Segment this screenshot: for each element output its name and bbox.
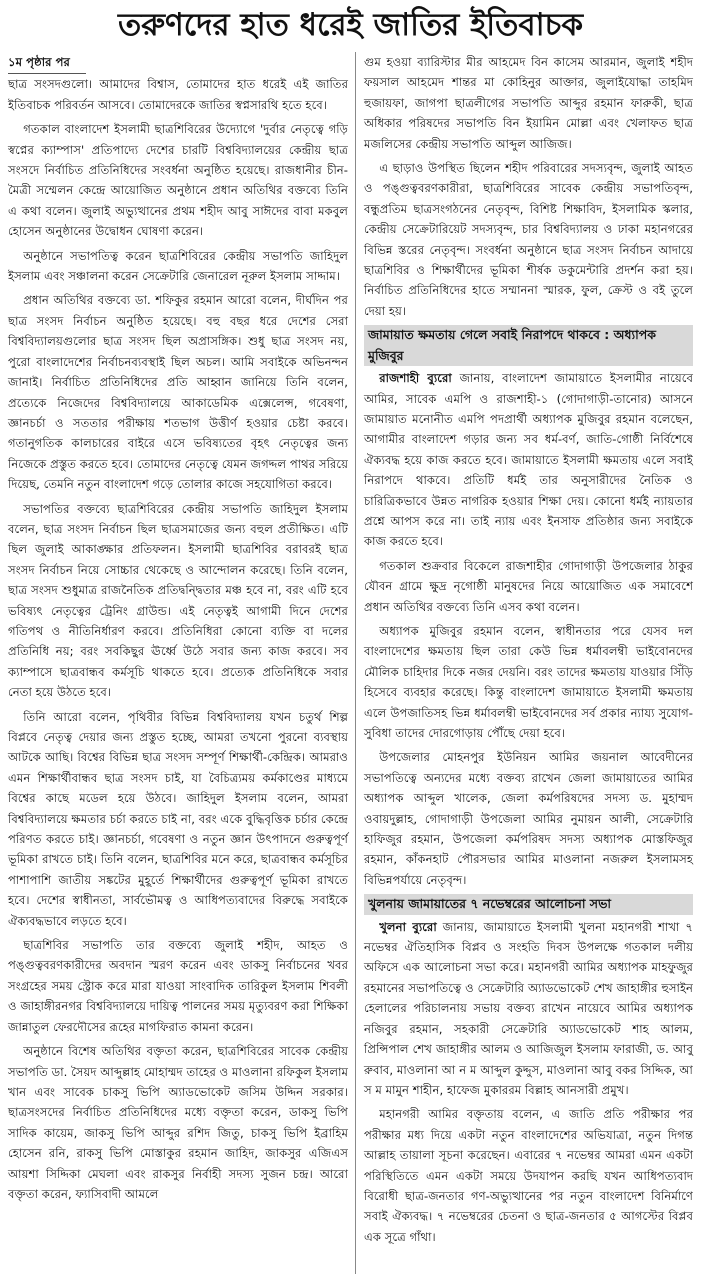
right-column (356, 52, 695, 1274)
paragraph: প্রধান অতিথির বক্তব্যে ডা. শফিকুর রহমান আরো বলেন, দীর্ঘদিন পর ছাত্র সংসদ নির্বাচন অনুষ্ঠিত হয়েছে। বহু বছর ধরে দেশের সেরা বিশ্ববিদ্যালয়গুলোর ছাত্র সংসদ ছিল অপ্রাসঙ্গিক। শুধু ছাত্র সংসদ নয়, পুরো বাংলাদেশের নির্বাচনব্যবস্থাই ছিল অচল। আমি সবাইকে অভিনন্দন জানাই। নির্বাচিত প্রতিনিধিদের প্রতি আহ্বান জানিয়ে তিনি বলেন, প্রত্যেকে নিজেদের বিশ্ববিদ্যালয়ে আকাডেমিক এক্সেলেন্স, গবেষণা, জ্ঞানচর্চা ও সততার পরীক্ষায় শতভাগ উত্তীর্ণ হওয়ার চেষ্টা করবে। গতানুগতিক কালচারের বাইরে এসে ভবিষ্যতের বৃহৎ নেতৃত্বের জন্য নিজেকে প্রস্তুত করতে হবে। তোমাদের নেতৃত্বে যেমন জগদ্দল পাথর সরিয়ে দিয়েছ, তেমনি নতুন বাংলাদেশ গড়ে তোলার কাজে সহযোগিতা করবে। (8, 293, 348, 492)
paragraph: অধ্যাপক মুজিবুর রহমান বলেন, স্বাধীনতার পরে যেসব দল বাংলাদেশের ক্ষমতায় ছিল তারা কেউ ভিন্ন ধর্মাবলম্বী ভাইবোনদের মৌলিক চাহিদার দিকে নজর দেয়নি। বরং তাদের ক্ষমতায় যাওয়ার সিঁড়ি হিসেবে ব্যবহার করেছে। কিন্তু বাংলাদেশ জামায়াতে ইসলামী ক্ষমতায় এলে উপজাতিসহ ভিন্ন ধর্মাবলম্বী ভাইবোনদের সর্ব প্রকার ন্যায্য সুযোগ-সুবিধা তাদের দোরগোড়ায় পৌঁছে দেয়া হবে। (364, 623, 693, 740)
paragraph: অনুষ্ঠানে সভাপতিত্ব করেন ছাত্রশিবিরের কেন্দ্রীয় সভাপতি জাহিদুল ইসলাম এবং সঞ্চালনা করেন সেক্রেটারি জেনারেল নূরুল ইসলাম সাদ্দাম। (8, 248, 348, 284)
subheading-rajshahi: জামায়াত ক্ষমতায় গেলে সবাই নিরাপদে থাকবে : অধ্যাপক মুজিবুর (364, 325, 693, 366)
paragraph: এ ছাড়াও উপস্থিত ছিলেন শহীদ পরিবারের সদস্যবৃন্দ, জুলাই আহত ও পঙ্গুত্ববরণকারীরা, ছাত্রশিবিরের সাবেক কেন্দ্রীয় সভাপতিবৃন্দ, বন্ধুপ্রতিম ছাত্রসংগঠনের নেতৃবৃন্দ, বিশিষ্ট শিক্ষাবিদ, ইসলামিক স্কলার, কেন্দ্রীয় সেক্রেটারিয়েট সদস্যবৃন্দ, চার বিশ্ববিদ্যালয় ও ঢাকা মহানগরের বিভিন্ন স্তরের নেতৃবৃন্দ। সংবর্ধনা অনুষ্ঠানে ছাত্র সংসদ নির্বাচন আদায়ে ছাত্রশিবির ও শিক্ষার্থীদের ভূমিকা শীর্ষক ডকুমেন্টারি প্রদর্শন করা হয়। নির্বাচিত প্রতিনিধিদের হাতে সম্মাননা স্মারক, ফুল, ক্রেস্ট ও বই তুলে দেয়া হয়। (364, 161, 693, 318)
headline: তরুণদের হাত ধরেই জাতির ইতিবাচক (117, 7, 584, 43)
article-columns (6, 52, 695, 1274)
paragraph: ছাত্রশিবির সভাপতি তার বক্তব্যে জুলাই শহীদ, আহত ও পঙ্গুত্ববরণকারীদের অবদান স্মরণ করেন এবং ডাকসু নির্বাচনের খবর সংগ্রহের সময় স্ট্রোক করে মারা যাওয়া সাংবাদিক তারিকুল ইসলাম শিবলী ও জাহাঙ্গীরনগর বিশ্ববিদ্যালয়ে দায়িত্ব পালনের সময় মৃত্যুবরণ করা শিক্ষিকা জান্নাতুল ফেরদৌসের রূহের মাগফিরাত কামনা করেন। (8, 938, 348, 1034)
left-column (6, 52, 356, 1274)
paragraph: সভাপতির বক্তব্যে ছাত্রশিবিরের কেন্দ্রীয় সভাপতি জাহিদুল ইসলাম বলেন, ছাত্র সংসদ নির্বাচন ছিল ছাত্রসমাজের জন্য বহুল প্রতীক্ষিত। এটি ছিল জুলাই আকাঙ্ক্ষার প্রতিফলন। ইসলামী ছাত্রশিবির বরাবরই ছাত্র সংসদ নির্বাচন নিয়ে সোচ্চার থেকেছে ও আন্দোলন করেছে। তিনি বলেন, ছাত্র সংসদ শুধুমাত্র রাজনৈতিক প্রতিদ্বন্দ্বিতার মঞ্চ হবে না, বরং এটি হবে ভবিষ্যৎ নেতৃত্বের ট্রেনিং গ্রাউন্ড। এই নেতৃত্বই আগামী দিনে দেশের গতিপথ ও নীতিনির্ধারণ করবে। প্রতিনিধিরা কোনো ব্যক্তি বা দলের প্রতিনিধি নয়; বরং সবকিছুর ঊর্ধ্বে উঠে সবার জন্য কাজ করবে। সব ক্যাম্পাসে ছাত্রবান্ধব কর্মসূচি থাকতে হবে। প্রত্যেক প্রতিনিধিকে সবার নেতা হয়ে উঠতে হবে। (8, 501, 348, 700)
paragraph: উপজেলার মোহনপুর ইউনিয়ন আমির জয়নাল আবেদীনের সভাপতিত্বে অন্যদের মধ্যে বক্তব্য রাখেন জেলা জামায়াতের আমির অধ্যাপক আব্দুল খালেক, জেলা কর্মপরিষদের সদস্য ড. মুহাম্মদ ওবায়দুল্লাহ, গোদাগাড়ী উপজেলা আমির নুমায়ন আলী, সেক্রেটারি হাফিজুর রহমান, উপজেলা কর্মপরিষদ সদস্য অধ্যাপক মোস্তফিজুর রহমান, কাঁকনহাট পৌরসভার আমির মাওলানা নজরুল ইসলামসহ বিভিন্নপর্যায়ে নেতৃবৃন্দ। (364, 750, 693, 887)
paragraph: মহানগরী আমির বক্তৃতায় বলেন, এ জাতি প্রতি পরীক্ষার পর পরীক্ষার মধ্য দিয়ে একটা নতুন বাংলাদেশের অভিযাত্রা, নতুন দিগন্ত আল্লাহ তায়ালা সূচনা করেছেন। এবারের ৭ নভেম্বর আমরা এমন একটা পরিস্থিতিতে এমন একটা সময়ে উদযাপন করছি যখন আধিপত্যবাদ বিরোধী ছাত্র-জনতার গণ-অভ্যুত্থানের পর নতুন বাংলাদেশ বিনির্মাণে সবাই ঐক্যবদ্ধ। ৭ নভেম্বরের চেতনা ও ছাত্র-জনতার ৫ আগস্টের বিপ্লব এক সূত্রে গাঁথা। (364, 1107, 693, 1244)
paragraph: তিনি আরো বলেন, পৃথিবীর বিভিন্ন বিশ্ববিদ্যালয় যখন চতুর্থ শিল্প বিপ্লবে নেতৃত্ব দেয়ার জন্য প্রস্তুত হচ্ছে, আমরা তখনো পুরনো ব্যবস্থায় আটকে আছি। বিশ্বের বিভিন্ন ছাত্র সংসদ সম্পূর্ণ শিক্ষার্থী-কেন্দ্রিক। আমরাও এমন শিক্ষার্থীবান্ধব ছাত্র সংসদ চাই, যা বৈচিত্র্যময় কর্মকাণ্ডের মাধ্যমে বিশ্বের কাছে মডেল হয়ে উঠবে। জাহিদুল ইসলাম বলেন, আমরা বিশ্ববিদ্যালয়ে ক্ষমতার চর্চা করতে চাই না, বরং একে বুদ্ধিবৃত্তিক চর্চার কেন্দ্রে পরিণত করতে চাই। জ্ঞানচর্চা, গবেষণা ও নতুন জ্ঞান উৎপাদনে গুরুত্বপূর্ণ ভূমিকা রাখতে চাই। তিনি বলেন, ছাত্রশিবির মনে করে, ছাত্রবান্ধব কর্মসূচির পাশাপাশি জাতীয় সঙ্কটের মুহূর্তে শিক্ষার্থীদের গুরুত্বপূর্ণ ভূমিকা রাখতে হবে। দেশের স্বাধীনতা, সার্বভৌমত্ব ও আধিপত্যবাদের বিরুদ্ধে সবাইকে ঐক্যবদ্ধভাবে লড়তে হবে। (8, 709, 348, 928)
dateline-paragraph (364, 917, 693, 1101)
paragraph-text: জানায়, জামায়াতে ইসলামী খুলনা মহানগরী শাখা ৭ নভেম্বর ঐতিহাসিক বিপ্লব ও সংহতি দিবস উপলক্ষে গতকাল দলীয় অফিসে এক আলোচনা সভা করে। মহানগরী আমির অধ্যাপক মাহফুজুর রহমানের সভাপতিত্বে ও সেক্রেটারি অ্যাডভোকেট শেখ জাহাঙ্গীর হুসাইন হেলালের পরিচালনায় সভায় বক্তব্য রাখেন নায়েবে আমির অধ্যাপক নজিবুর রহমান, সহকারী সেক্রেটারি অ্যাডভোকেট শাহ আলম, প্রিন্সিপাল শেখ জাহাঙ্গীর আলম ও আজিজুল ইসলাম ফারাজী, ড. আবু রুবাব, মাওলানা আ ন ম আব্দুল কুদ্দুস, মাওলানা আবু বকর সিদ্দিক, আ স ম মামুন শাহীন, হাফেজ মুকাররম বিল্লাহ আনসারী প্রমুখ। (364, 919, 693, 1097)
paragraph-text: জানায়, বাংলাদেশ জামায়াতে ইসলামীর নায়েবে আমির, সাবেক এমপি ও রাজশাহী-১ (গোদাগাড়ী-তানোর) আসনে জামায়াত মনোনীত এমপি পদপ্রার্থী অধ্যাপক মুজিবুর রহমান বলেছেন, আগামীর বাংলাদেশ গড়ার জন্য সব ধর্ম-বর্ণ, জাতি-গোষ্ঠী নির্বিশেষে ঐক্যবদ্ধ হয়ে কাজ করতে হবে। জামায়াতে ইসলামী ক্ষমতায় এলে সবাই নিরাপদে থাকবে। প্রতিটি ধর্মই তার অনুসারীদের নৈতিক ও চারিত্রিকভাবে উন্নত নাগরিক হওয়ার শিক্ষা দেয়। কোনো ধর্মই ন্যায়তার প্রশ্নে আপস করে না। তাই ন্যায় এবং ইনসাফ প্রতিষ্ঠার জন্য সবাইকে কাজ করতে হবে। (364, 371, 693, 549)
dateline: খুলনা ব্যুরো (379, 919, 437, 934)
paragraph: ছাত্র সংসদগুলো। আমাদের বিশ্বাস, তোমাদের হাত ধরেই এই জাতির ইতিবাচক পরিবর্তন আসবে। তোমাদেরকে জাতির স্বপ্নসারথি হতে হবে। (8, 77, 348, 112)
subheading-khulna: খুলনায় জামায়াতের ৭ নভেম্বরের আলোচনা সভা (364, 894, 693, 914)
paragraph: গতকাল শুক্রবার বিকেলে রাজশাহীর গোদাগাড়ী উপজেলার ঠাকুর যৌবন গ্রামে ক্ষুদ্র নৃগোষ্ঠী মানুষদের নিয়ে আয়োজিত এক সমাবেশে প্রধান অতিথির বক্তব্যে তিনি এসব কথা বলেন। (364, 558, 693, 614)
jump-label: ১ম পৃষ্ঠার পর (8, 52, 86, 74)
dateline-paragraph (364, 368, 693, 552)
paragraph: গুম হওয়া ব্যারিস্টার মীর আহমেদ বিন কাসেম আরমান, জুলাই শহীদ ফয়সাল আহমেদ শান্তর মা কোহিনুর আক্তার, জুলাইযোদ্ধা তাহমিদ হুজায়ফা, জাগপা ছাত্রলীগের সভাপতি আব্দুর রহমান ফারুকী, ছাত্র অধিকার পরিষদের সভাপতি বিন ইয়ামিন মোল্লা এবং খেলাফত ছাত্র মজলিসের কেন্দ্রীয় সভাপতি আব্দুল আজিজ। (364, 55, 693, 151)
dateline: রাজশাহী ব্যুরো (379, 371, 452, 386)
paragraph: গতকাল বাংলাদেশ ইসলামী ছাত্রশিবিরের উদ্যোগে 'দুর্বার নেতৃত্বে গড়ি স্বপ্নের ক্যাম্পাস' প্রতিপাদ্যে দেশের চারটি বিশ্ববিদ্যালয়ের কেন্দ্রীয় ছাত্র সংসদে নির্বাচিত প্রতিনিধিদের সংবর্ধনা অনুষ্ঠিত হয়েছে। রাজধানীর চীন-মৈত্রী সম্মেলন কেন্দ্রে আয়োজিত অনুষ্ঠানে প্রধান অতিথির বক্তব্যে তিনি এ কথা বলেন। জুলাই অভ্যুত্থানের প্রথম শহীদ আবু সাঈদের বাবা মকবুল হোসেন অনুষ্ঠানের উদ্বোধন ঘোষণা করেন। (8, 122, 348, 239)
paragraph: অনুষ্ঠানে বিশেষ অতিথির বক্তৃতা করেন, ছাত্রশিবিরের সাবেক কেন্দ্রীয় সভাপতি ডা. সৈয়দ আব্দুল্লাহ মোহাম্মদ তাহের ও মাওলানা রফিকুল ইসলাম খান এবং সাবেক চাকসু ভিপি অ্যাডভোকেট জসিম উদ্দিন সরকার। ছাত্রসংসদের নির্বাচিত প্রতিনিধিদের মধ্যে বক্তৃতা করেন, ডাকসু ভিপি সাদিক কায়েম, জাকসু ভিপি আব্দুর রশিদ জিতু, চাকসু ভিপি ইব্রাহিম হোসেন রনি, রাকসু ভিপি মোস্তাকুর রহমান জাহিদ, জাকসুর এজিএস আয়শা সিদ্দিকা মেঘলা এবং রাকসুর নির্বাহী সদস্য সুজন চন্দ্র। আরো বক্তৃতা করেন, ফ্যাসিবাদী আমলে (8, 1044, 348, 1201)
